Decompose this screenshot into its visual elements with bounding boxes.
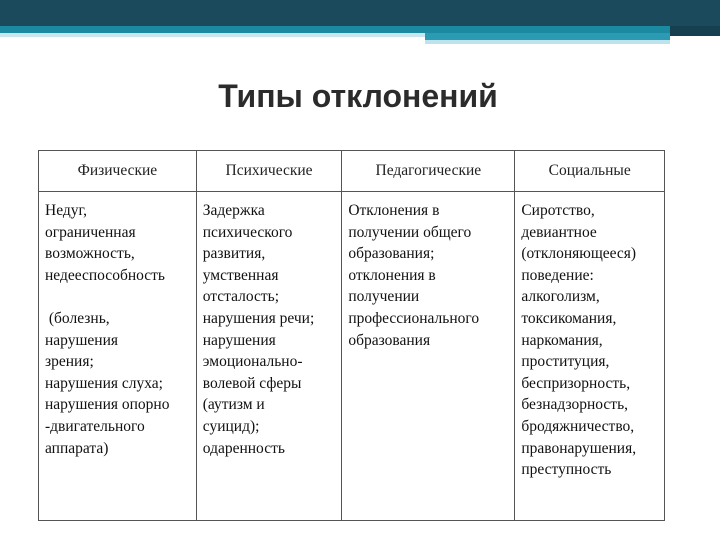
- mental-line: одаренность: [202, 439, 285, 457]
- header-corner-block: [670, 26, 720, 36]
- physical-line: зрения;: [45, 353, 94, 371]
- pedagogical-line: образования: [348, 331, 431, 349]
- cell-physical: [39, 192, 197, 521]
- mental-line: суицид);: [202, 417, 260, 435]
- physical-line: аппарата): [45, 439, 109, 457]
- mental-line: умственная: [202, 266, 279, 284]
- mental-line: волевой сферы: [202, 374, 302, 392]
- cell-pedagogical: [342, 192, 515, 521]
- physical-line: недееспособность: [45, 266, 165, 284]
- physical-line: нарушения опорно: [45, 396, 170, 414]
- mental-line: развития,: [202, 245, 266, 263]
- header-bar-teal: [0, 26, 720, 33]
- social-line: правонарушения,: [521, 439, 637, 457]
- social-line: преступность: [521, 461, 612, 479]
- physical-line: нарушения: [45, 331, 119, 349]
- social-line: токсикомания,: [521, 309, 617, 327]
- mental-line: Задержка: [202, 202, 265, 219]
- header-mental: Психические: [196, 151, 342, 192]
- physical-line: ограниченная: [45, 223, 136, 241]
- header-stripe-left: [0, 33, 425, 37]
- header-pedagogical: Педагогические: [342, 151, 515, 192]
- table-header-row: [39, 151, 665, 192]
- mental-line: эмоционально-: [202, 353, 303, 371]
- social-line: девиантное: [521, 223, 597, 241]
- header-physical: Физические: [39, 151, 197, 192]
- cell-mental: [196, 192, 342, 521]
- social-line: бродяжничество,: [521, 417, 635, 435]
- deviation-types-table: [38, 150, 665, 521]
- physical-line: Недуг,: [45, 202, 87, 219]
- slide-title-text: Типы отклонений: [218, 78, 498, 114]
- social-line: проституция,: [521, 353, 610, 371]
- pedagogical-line: получении общего: [348, 223, 472, 241]
- social-line: безнадзорность,: [521, 396, 629, 414]
- social-line: Сиротство,: [521, 202, 595, 219]
- physical-line: нарушения слуха;: [45, 374, 163, 392]
- physical-line: возможность,: [45, 245, 135, 263]
- social-line: беспризорность,: [521, 374, 631, 392]
- header-stripe-right: [425, 33, 670, 40]
- physical-line: -двигательного: [45, 417, 145, 435]
- social-line: поведение:: [521, 266, 594, 284]
- pedagogical-line: получении: [348, 288, 420, 306]
- paragraph-gap: [45, 286, 192, 308]
- pedagogical-line: образования;: [348, 245, 435, 263]
- header-social: Социальные: [515, 151, 665, 192]
- pedagogical-line: Отклонения в: [348, 202, 440, 219]
- mental-line: нарушения: [202, 331, 276, 349]
- slide-title: [0, 78, 720, 115]
- social-line: (отклоняющееся): [521, 245, 637, 263]
- social-line: наркомания,: [521, 331, 603, 349]
- mental-line: нарушения речи;: [202, 309, 315, 327]
- mental-line: психического: [202, 223, 293, 241]
- mental-line: (аутизм и: [202, 396, 265, 414]
- header-stripe-right-pale: [425, 40, 670, 44]
- mental-line: отсталость;: [202, 288, 280, 306]
- table-row: [39, 192, 665, 521]
- physical-line: (болезнь,: [45, 309, 110, 327]
- cell-social: [515, 192, 665, 521]
- header-bar-dark: [0, 0, 720, 26]
- pedagogical-line: отклонения в: [348, 266, 436, 284]
- pedagogical-line: профессионального: [348, 309, 480, 327]
- social-line: алкоголизм,: [521, 288, 600, 306]
